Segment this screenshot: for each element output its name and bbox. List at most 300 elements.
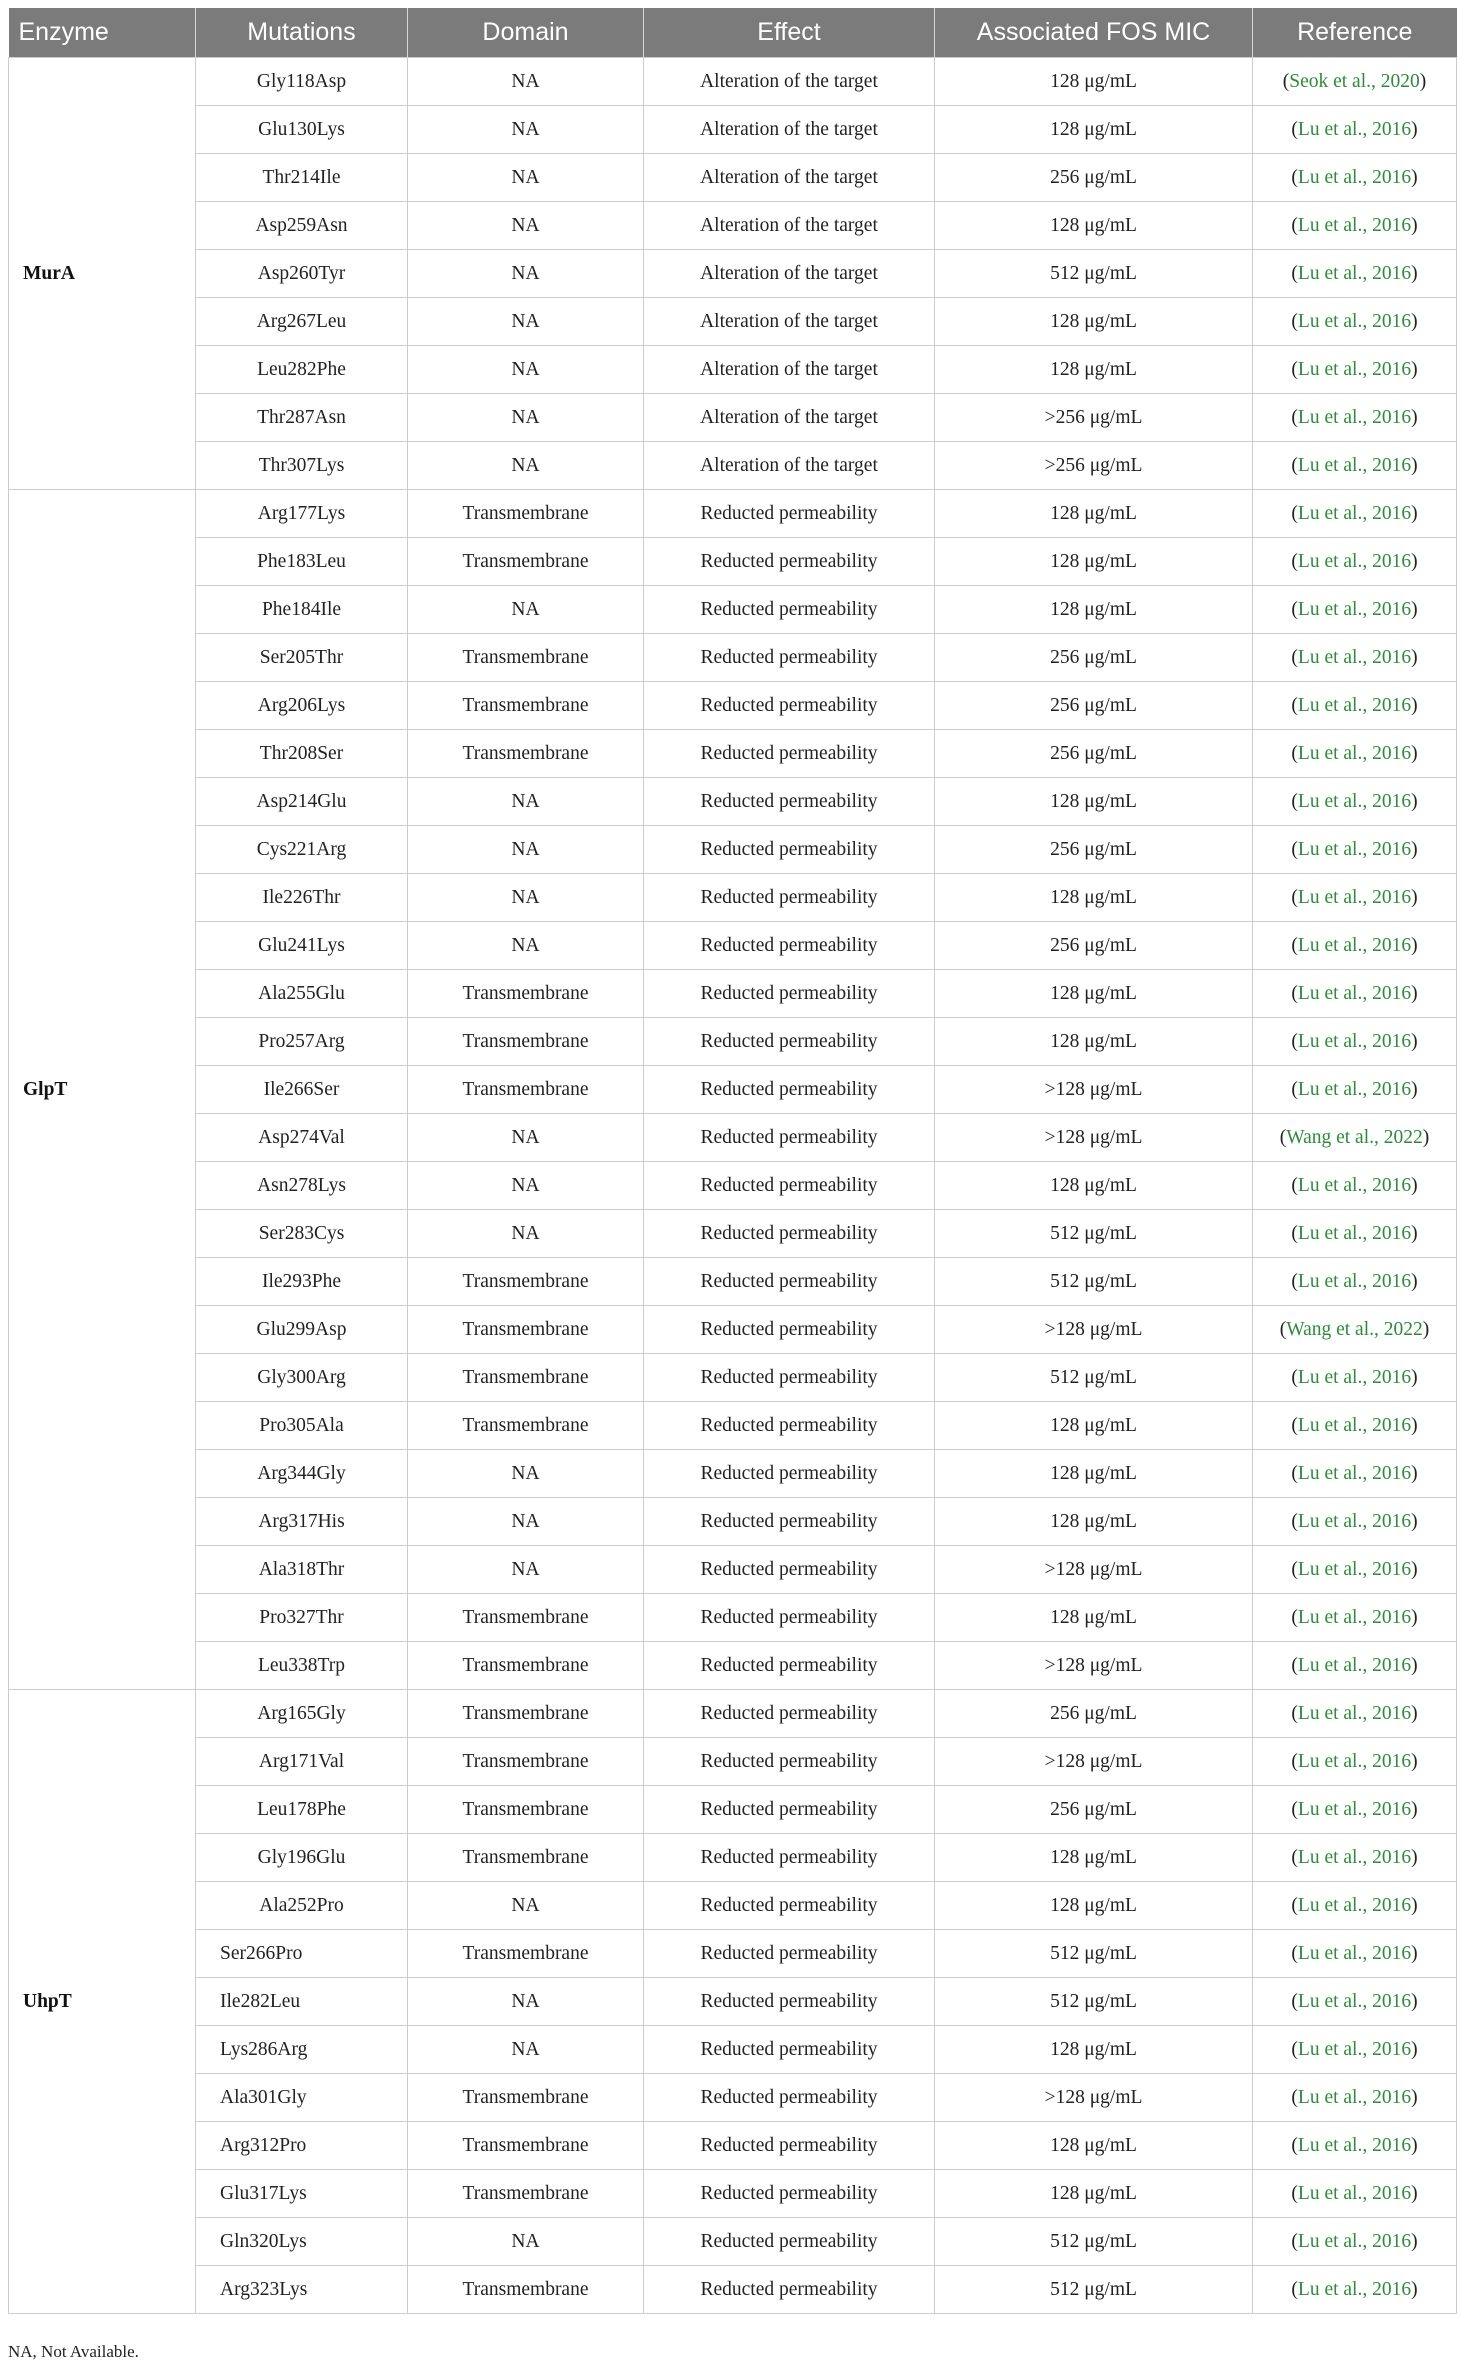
table-row	[9, 1306, 1457, 1354]
mic-cell: >128 μg/mL	[935, 1738, 1253, 1786]
table-body	[9, 58, 1457, 2314]
reference-cell	[1253, 298, 1457, 346]
domain-cell: Transmembrane	[408, 2122, 644, 2170]
reference-link[interactable]: Lu et al., 2016	[1297, 1414, 1412, 1436]
paren-close: )	[1411, 2182, 1418, 2204]
effect-cell: Reducted permeability	[644, 1018, 935, 1066]
paren-close: )	[1411, 502, 1418, 524]
header-reference: Reference	[1253, 8, 1457, 58]
reference-link[interactable]: Lu et al., 2016	[1297, 454, 1412, 476]
reference-cell	[1253, 106, 1457, 154]
mic-cell: 256 μg/mL	[935, 922, 1253, 970]
mutation-cell: Asp274Val	[196, 1114, 408, 1162]
mutation-cell: Thr208Ser	[196, 730, 408, 778]
effect-cell: Reducted permeability	[644, 1594, 935, 1642]
reference-link[interactable]: Lu et al., 2016	[1297, 502, 1412, 524]
reference-link[interactable]: Lu et al., 2016	[1297, 1462, 1412, 1484]
effect-cell: Reducted permeability	[644, 826, 935, 874]
table-row	[9, 58, 1457, 106]
mic-cell: >128 μg/mL	[935, 1642, 1253, 1690]
reference-cell	[1253, 1690, 1457, 1738]
mic-cell: 512 μg/mL	[935, 1930, 1253, 1978]
paren-close: )	[1411, 550, 1418, 572]
reference-cell	[1253, 1978, 1457, 2026]
paren-close: )	[1411, 1270, 1418, 1292]
domain-cell: Transmembrane	[408, 970, 644, 1018]
effect-cell: Reducted permeability	[644, 1930, 935, 1978]
reference-link[interactable]: Lu et al., 2016	[1297, 1654, 1412, 1676]
effect-cell: Reducted permeability	[644, 490, 935, 538]
mutation-cell: Arg171Val	[196, 1738, 408, 1786]
paren-open: (	[1291, 1654, 1298, 1676]
reference-cell	[1253, 1162, 1457, 1210]
reference-link[interactable]: Wang et al., 2022	[1286, 1318, 1423, 1340]
paren-open: (	[1291, 1558, 1298, 1580]
effect-cell: Reducted permeability	[644, 2266, 935, 2314]
reference-cell	[1253, 538, 1457, 586]
mic-cell: 128 μg/mL	[935, 1450, 1253, 1498]
reference-cell	[1253, 58, 1457, 106]
table-row	[9, 346, 1457, 394]
paren-close: )	[1411, 694, 1418, 716]
table-row	[9, 1546, 1457, 1594]
mic-cell: 256 μg/mL	[935, 826, 1253, 874]
reference-link[interactable]: Lu et al., 2016	[1297, 1270, 1412, 1292]
effect-cell: Reducted permeability	[644, 1786, 935, 1834]
paren-close: )	[1411, 1702, 1418, 1724]
table-row	[9, 1354, 1457, 1402]
mic-cell: 512 μg/mL	[935, 250, 1253, 298]
paren-close: )	[1422, 1318, 1430, 1340]
enzyme-cell: MurA	[9, 58, 196, 490]
reference-link[interactable]: Lu et al., 2016	[1297, 646, 1412, 668]
reference-link[interactable]: Lu et al., 2016	[1297, 214, 1412, 236]
table-row	[9, 778, 1457, 826]
mutation-cell: Glu241Lys	[196, 922, 408, 970]
paren-open: (	[1291, 1894, 1298, 1916]
domain-cell: Transmembrane	[408, 1786, 644, 1834]
effect-cell: Alteration of the target	[644, 106, 935, 154]
reference-link[interactable]: Lu et al., 2016	[1297, 790, 1412, 812]
effect-cell: Alteration of the target	[644, 442, 935, 490]
reference-link[interactable]: Lu et al., 2016	[1297, 118, 1412, 140]
reference-link[interactable]: Lu et al., 2016	[1297, 1030, 1412, 1052]
paren-close: )	[1411, 886, 1418, 908]
reference-cell	[1253, 1066, 1457, 1114]
effect-cell: Alteration of the target	[644, 394, 935, 442]
reference-link[interactable]: Lu et al., 2016	[1297, 1846, 1412, 1868]
effect-cell: Reducted permeability	[644, 682, 935, 730]
reference-link[interactable]: Lu et al., 2016	[1297, 694, 1412, 716]
reference-link[interactable]: Lu et al., 2016	[1297, 982, 1412, 1004]
paren-open: (	[1291, 1030, 1298, 1052]
reference-link[interactable]: Lu et al., 2016	[1297, 2134, 1412, 2156]
enzyme-cell: GlpT	[9, 490, 196, 1690]
reference-link[interactable]: Lu et al., 2016	[1297, 262, 1412, 284]
domain-cell: Transmembrane	[408, 730, 644, 778]
paren-close: )	[1411, 1510, 1418, 1532]
reference-link[interactable]: Lu et al., 2016	[1297, 886, 1412, 908]
paren-open: (	[1291, 2134, 1298, 2156]
reference-cell	[1253, 1114, 1457, 1162]
paren-close: )	[1411, 2278, 1418, 2300]
reference-link[interactable]: Lu et al., 2016	[1297, 550, 1412, 572]
reference-link[interactable]: Lu et al., 2016	[1297, 1510, 1412, 1532]
mutation-cell: Ser266Pro	[196, 1930, 408, 1978]
mutations-table	[8, 8, 1457, 2314]
reference-cell	[1253, 394, 1457, 442]
paren-close: )	[1411, 262, 1418, 284]
paren-close: )	[1411, 2230, 1418, 2252]
mutation-cell: Asp259Asn	[196, 202, 408, 250]
domain-cell: NA	[408, 1162, 644, 1210]
reference-link[interactable]: Lu et al., 2016	[1297, 934, 1412, 956]
paren-close: )	[1411, 2038, 1418, 2060]
effect-cell: Reducted permeability	[644, 1162, 935, 1210]
reference-cell	[1253, 2218, 1457, 2266]
table-row	[9, 730, 1457, 778]
effect-cell: Reducted permeability	[644, 1450, 935, 1498]
mutation-cell: Gly300Arg	[196, 1354, 408, 1402]
reference-cell	[1253, 2122, 1457, 2170]
table-row	[9, 1834, 1457, 1882]
paren-open: (	[1291, 502, 1298, 524]
table-row	[9, 586, 1457, 634]
header-enzyme: Enzyme	[9, 8, 196, 58]
mic-cell: >128 μg/mL	[935, 1546, 1253, 1594]
domain-cell: Transmembrane	[408, 1690, 644, 1738]
reference-cell	[1253, 1258, 1457, 1306]
paren-open: (	[1291, 1942, 1298, 1964]
reference-link[interactable]: Lu et al., 2016	[1297, 2038, 1412, 2060]
mic-cell: 128 μg/mL	[935, 874, 1253, 922]
domain-cell: NA	[408, 2218, 644, 2266]
reference-cell	[1253, 1546, 1457, 1594]
paren-open: (	[1291, 1078, 1298, 1100]
mutation-cell: Glu130Lys	[196, 106, 408, 154]
reference-link[interactable]: Lu et al., 2016	[1297, 1078, 1412, 1100]
effect-cell: Alteration of the target	[644, 250, 935, 298]
domain-cell: Transmembrane	[408, 1306, 644, 1354]
mic-cell: >128 μg/mL	[935, 1066, 1253, 1114]
table-row	[9, 970, 1457, 1018]
domain-cell: NA	[408, 250, 644, 298]
mutation-cell: Ile293Phe	[196, 1258, 408, 1306]
paren-close: )	[1411, 310, 1418, 332]
paren-close: )	[1411, 166, 1418, 188]
paren-close: )	[1411, 1462, 1418, 1484]
mic-cell: 128 μg/mL	[935, 2122, 1253, 2170]
reference-link[interactable]: Wang et al., 2022	[1286, 1126, 1423, 1148]
table-row	[9, 2170, 1457, 2218]
domain-cell: Transmembrane	[408, 2074, 644, 2122]
paren-open: (	[1291, 1414, 1298, 1436]
domain-cell: Transmembrane	[408, 1354, 644, 1402]
domain-cell: NA	[408, 922, 644, 970]
reference-link[interactable]: Lu et al., 2016	[1297, 1798, 1412, 1820]
reference-cell	[1253, 1930, 1457, 1978]
enzyme-cell: UhpT	[9, 1690, 196, 2314]
reference-link[interactable]: Lu et al., 2016	[1297, 406, 1412, 428]
domain-cell: Transmembrane	[408, 538, 644, 586]
effect-cell: Reducted permeability	[644, 1402, 935, 1450]
mic-cell: 128 μg/mL	[935, 538, 1253, 586]
paren-open: (	[1291, 310, 1298, 332]
paren-open: (	[1291, 2230, 1298, 2252]
paren-close: )	[1411, 838, 1418, 860]
effect-cell: Reducted permeability	[644, 2122, 935, 2170]
reference-cell	[1253, 826, 1457, 874]
effect-cell: Reducted permeability	[644, 1882, 935, 1930]
reference-link[interactable]: Lu et al., 2016	[1297, 742, 1412, 764]
reference-cell	[1253, 970, 1457, 1018]
header-domain: Domain	[408, 8, 644, 58]
mic-cell: 512 μg/mL	[935, 1210, 1253, 1258]
table-row	[9, 538, 1457, 586]
reference-cell	[1253, 1786, 1457, 1834]
paren-open: (	[1291, 262, 1298, 284]
domain-cell: Transmembrane	[408, 1018, 644, 1066]
reference-link[interactable]: Lu et al., 2016	[1297, 2086, 1412, 2108]
paren-open: (	[1291, 406, 1298, 428]
domain-cell: Transmembrane	[408, 1738, 644, 1786]
paren-close: )	[1411, 1654, 1418, 1676]
reference-link[interactable]: Lu et al., 2016	[1297, 2230, 1412, 2252]
reference-link[interactable]: Lu et al., 2016	[1297, 310, 1412, 332]
table-footnote: NA, Not Available.	[8, 2342, 139, 2361]
table-row	[9, 2026, 1457, 2074]
reference-link[interactable]: Lu et al., 2016	[1297, 166, 1412, 188]
table-row	[9, 874, 1457, 922]
mutation-cell: Arg323Lys	[196, 2266, 408, 2314]
table-row	[9, 1498, 1457, 1546]
reference-cell	[1253, 154, 1457, 202]
domain-cell: NA	[408, 442, 644, 490]
reference-cell	[1253, 1738, 1457, 1786]
mic-cell: >128 μg/mL	[935, 1114, 1253, 1162]
reference-cell	[1253, 346, 1457, 394]
reference-link[interactable]: Lu et al., 2016	[1297, 1558, 1412, 1580]
table-row	[9, 1210, 1457, 1258]
paren-close: )	[1419, 70, 1427, 92]
reference-cell	[1253, 1594, 1457, 1642]
mutation-cell: Pro327Thr	[196, 1594, 408, 1642]
effect-cell: Reducted permeability	[644, 1834, 935, 1882]
paren-open: (	[1291, 1462, 1298, 1484]
effect-cell: Reducted permeability	[644, 922, 935, 970]
domain-cell: NA	[408, 58, 644, 106]
reference-link[interactable]: Lu et al., 2016	[1297, 1942, 1412, 1964]
mutation-cell: Ala301Gly	[196, 2074, 408, 2122]
mutation-cell: Ala318Thr	[196, 1546, 408, 1594]
paren-open: (	[1291, 790, 1298, 812]
paren-close: )	[1411, 1942, 1418, 1964]
paren-close: )	[1411, 1030, 1418, 1052]
reference-link[interactable]: Lu et al., 2016	[1297, 1174, 1412, 1196]
reference-link[interactable]: Lu et al., 2016	[1297, 1990, 1412, 2012]
paren-close: )	[1411, 646, 1418, 668]
mutation-cell: Phe183Leu	[196, 538, 408, 586]
paren-close: )	[1411, 742, 1418, 764]
table-row	[9, 442, 1457, 490]
mutation-cell: Ile282Leu	[196, 1978, 408, 2026]
mic-cell: 256 μg/mL	[935, 1786, 1253, 1834]
mutation-cell: Gly118Asp	[196, 58, 408, 106]
mic-cell: >128 μg/mL	[935, 2074, 1253, 2122]
mutation-cell: Phe184Ile	[196, 586, 408, 634]
domain-cell: Transmembrane	[408, 1066, 644, 1114]
reference-cell	[1253, 1450, 1457, 1498]
reference-cell	[1253, 922, 1457, 970]
mic-cell: 256 μg/mL	[935, 634, 1253, 682]
mutation-cell: Asn278Lys	[196, 1162, 408, 1210]
table-row	[9, 1162, 1457, 1210]
domain-cell: NA	[408, 586, 644, 634]
domain-cell: Transmembrane	[408, 1834, 644, 1882]
domain-cell: NA	[408, 1498, 644, 1546]
domain-cell: Transmembrane	[408, 1402, 644, 1450]
paren-open: (	[1291, 2086, 1298, 2108]
reference-cell	[1253, 682, 1457, 730]
reference-cell	[1253, 586, 1457, 634]
paren-open: (	[1291, 1702, 1298, 1724]
reference-link[interactable]: Lu et al., 2016	[1297, 1366, 1412, 1388]
mic-cell: 512 μg/mL	[935, 1978, 1253, 2026]
paren-open: (	[1291, 1174, 1298, 1196]
paren-open: (	[1291, 646, 1298, 668]
paren-open: (	[1291, 742, 1298, 764]
table-row	[9, 1882, 1457, 1930]
effect-cell: Reducted permeability	[644, 2074, 935, 2122]
paren-open: (	[1291, 982, 1298, 1004]
mic-cell: 128 μg/mL	[935, 2026, 1253, 2074]
effect-cell: Reducted permeability	[644, 1738, 935, 1786]
paren-open: (	[1291, 166, 1298, 188]
mic-cell: 512 μg/mL	[935, 2266, 1253, 2314]
effect-cell: Reducted permeability	[644, 2170, 935, 2218]
reference-link[interactable]: Lu et al., 2016	[1297, 838, 1412, 860]
reference-cell	[1253, 1210, 1457, 1258]
paren-close: )	[1411, 1366, 1418, 1388]
domain-cell: NA	[408, 202, 644, 250]
effect-cell: Alteration of the target	[644, 154, 935, 202]
table-row	[9, 1450, 1457, 1498]
reference-link[interactable]: Lu et al., 2016	[1297, 598, 1412, 620]
reference-link[interactable]: Lu et al., 2016	[1297, 1750, 1412, 1772]
effect-cell: Reducted permeability	[644, 1114, 935, 1162]
paren-open: (	[1291, 598, 1298, 620]
effect-cell: Reducted permeability	[644, 538, 935, 586]
paren-close: )	[1411, 1846, 1418, 1868]
mutation-cell: Thr214Ile	[196, 154, 408, 202]
reference-link[interactable]: Lu et al., 2016	[1297, 1702, 1412, 1724]
reference-link[interactable]: Lu et al., 2016	[1297, 1894, 1412, 1916]
domain-cell: Transmembrane	[408, 1930, 644, 1978]
effect-cell: Alteration of the target	[644, 298, 935, 346]
paren-open: (	[1291, 934, 1298, 956]
domain-cell: Transmembrane	[408, 490, 644, 538]
paren-open: (	[1291, 214, 1298, 236]
table-row	[9, 1642, 1457, 1690]
domain-cell: NA	[408, 346, 644, 394]
reference-link[interactable]: Seok et al., 2020	[1289, 70, 1420, 92]
mutation-cell: Thr287Asn	[196, 394, 408, 442]
reference-link[interactable]: Lu et al., 2016	[1297, 2278, 1412, 2300]
domain-cell: Transmembrane	[408, 1258, 644, 1306]
effect-cell: Reducted permeability	[644, 1546, 935, 1594]
paren-close: )	[1411, 1078, 1418, 1100]
domain-cell: Transmembrane	[408, 682, 644, 730]
mic-cell: 256 μg/mL	[935, 154, 1253, 202]
mic-cell: 512 μg/mL	[935, 1354, 1253, 1402]
domain-cell: NA	[408, 1978, 644, 2026]
domain-cell: Transmembrane	[408, 1642, 644, 1690]
mutation-cell: Thr307Lys	[196, 442, 408, 490]
reference-cell	[1253, 1354, 1457, 1402]
header-mutations: Mutations	[196, 8, 408, 58]
effect-cell: Reducted permeability	[644, 874, 935, 922]
effect-cell: Alteration of the target	[644, 58, 935, 106]
mutation-cell: Ile266Ser	[196, 1066, 408, 1114]
reference-cell	[1253, 2170, 1457, 2218]
reference-cell	[1253, 634, 1457, 682]
paren-close: )	[1411, 454, 1418, 476]
mutation-cell: Arg317His	[196, 1498, 408, 1546]
paren-open: (	[1291, 1750, 1298, 1772]
header-fos-mic: Associated FOS MIC	[935, 8, 1253, 58]
domain-cell: NA	[408, 298, 644, 346]
effect-cell: Reducted permeability	[644, 1210, 935, 1258]
reference-link[interactable]: Lu et al., 2016	[1297, 1222, 1412, 1244]
domain-cell: NA	[408, 106, 644, 154]
mutation-cell: Arg165Gly	[196, 1690, 408, 1738]
mutation-cell: Pro305Ala	[196, 1402, 408, 1450]
mic-cell: 256 μg/mL	[935, 1690, 1253, 1738]
domain-cell: Transmembrane	[408, 634, 644, 682]
paren-open: (	[1291, 1222, 1298, 1244]
paren-open: (	[1291, 2182, 1298, 2204]
effect-cell: Reducted permeability	[644, 778, 935, 826]
reference-cell	[1253, 202, 1457, 250]
table-row	[9, 2218, 1457, 2266]
reference-link[interactable]: Lu et al., 2016	[1297, 1606, 1412, 1628]
mic-cell: 128 μg/mL	[935, 490, 1253, 538]
mic-cell: 128 μg/mL	[935, 298, 1253, 346]
mutation-cell: Glu299Asp	[196, 1306, 408, 1354]
mic-cell: 128 μg/mL	[935, 2170, 1253, 2218]
paren-open: (	[1291, 838, 1298, 860]
paren-close: )	[1411, 1222, 1418, 1244]
table-header-row	[9, 8, 1457, 58]
mic-cell: >256 μg/mL	[935, 394, 1253, 442]
reference-cell	[1253, 1882, 1457, 1930]
paren-close: )	[1411, 790, 1418, 812]
domain-cell: Transmembrane	[408, 2266, 644, 2314]
mic-cell: 128 μg/mL	[935, 778, 1253, 826]
effect-cell: Reducted permeability	[644, 1258, 935, 1306]
reference-link[interactable]: Lu et al., 2016	[1297, 2182, 1412, 2204]
mic-cell: 512 μg/mL	[935, 1258, 1253, 1306]
domain-cell: Transmembrane	[408, 2170, 644, 2218]
reference-cell	[1253, 1498, 1457, 1546]
effect-cell: Reducted permeability	[644, 1354, 935, 1402]
mic-cell: 128 μg/mL	[935, 1498, 1253, 1546]
reference-cell	[1253, 442, 1457, 490]
reference-link[interactable]: Lu et al., 2016	[1297, 358, 1412, 380]
paren-open: (	[1279, 1126, 1287, 1148]
reference-cell	[1253, 1834, 1457, 1882]
mic-cell: 128 μg/mL	[935, 586, 1253, 634]
